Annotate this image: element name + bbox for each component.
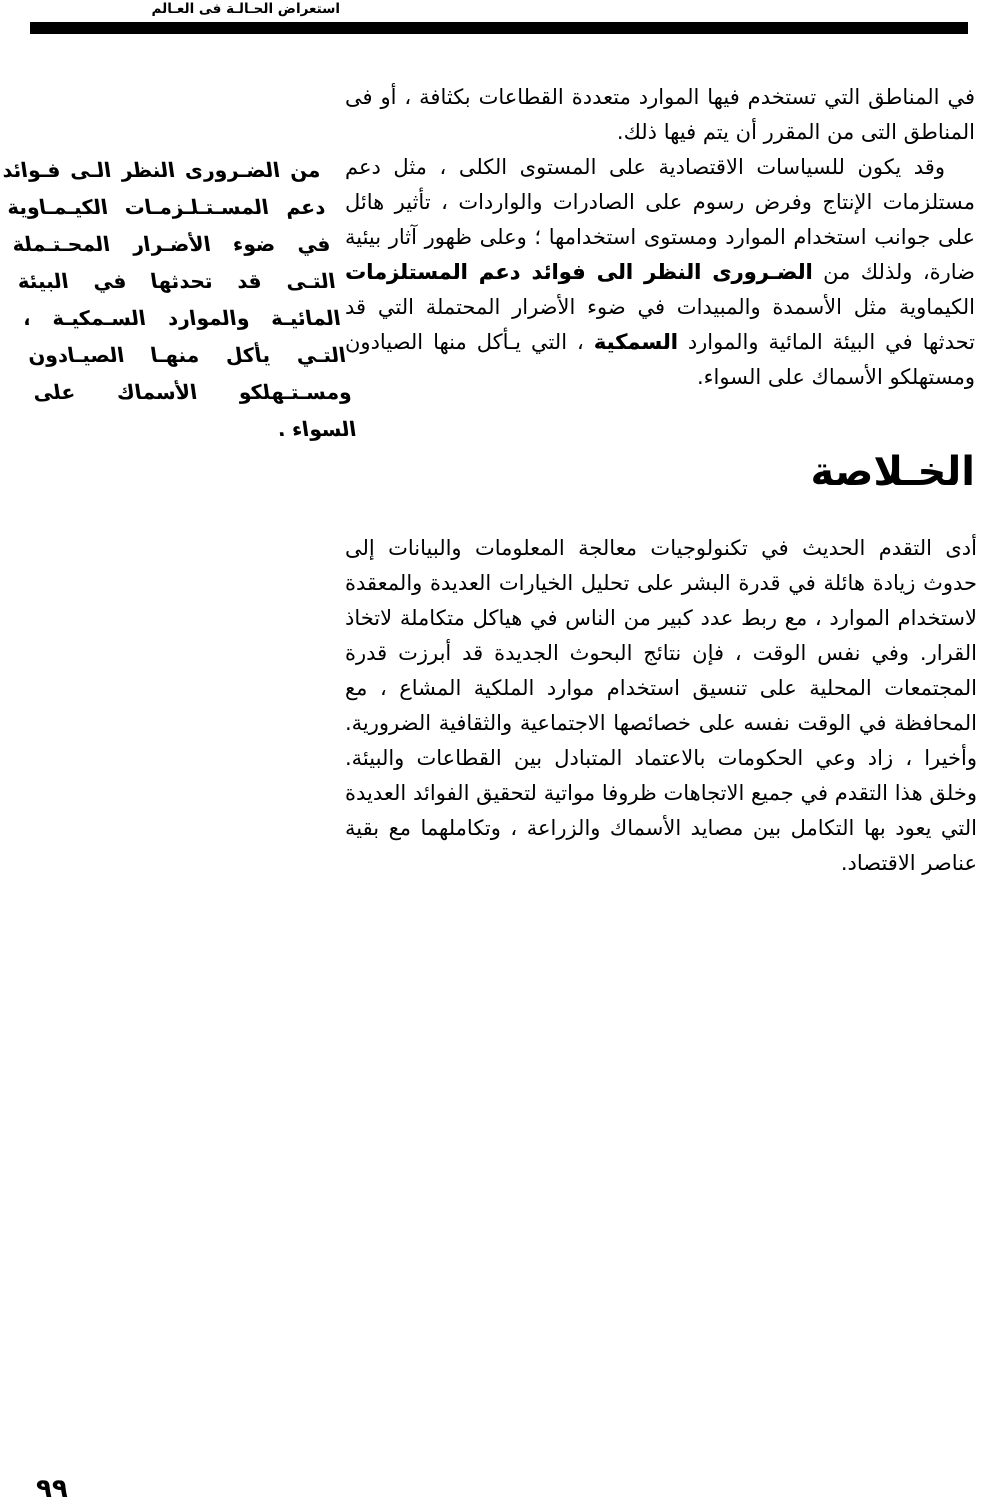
running-head: استعراض الحـالـة فى العـالم bbox=[151, 1, 340, 17]
pull-quote: من الضـرورى النظر الـى فـوائد دعم المسـتـلـزمـات الكيـمـاوية في ضوء الأضـرار المحـتـملة التـى قد تحدثها في البيئة المائيـة والموارد السـمكيـة ، التـي يأكل منهـا الصيـادون ومسـتـهلكو الأسماك على السواء . bbox=[0, 158, 358, 441]
body-paragraph-2-text: ، التي يـأكل منها الصيادون ومستهلكو الأسماك على السواء. bbox=[345, 330, 975, 389]
header-rule bbox=[30, 22, 968, 34]
body-paragraph-1: في المناطق التي تستخدم فيها الموارد متعددة القطاعات بكثافة ، أو فى المناطق التى من المقرر أن يتم فيها ذلك. bbox=[345, 85, 975, 144]
page-number: ٩٩ bbox=[36, 1474, 68, 1504]
summary-paragraph: أدى التقدم الحديث في تكنولوجيات معالجة المعلومات والبيانات إلى حدوث زيادة هائلة في قدرة البشر على تحليل الخيارات العديدة والمعقدة لاستخدام الموارد ، مع ربط عدد كبير من الناس في هياكل متكاملة لاتخاذ القرار. وفي نفس الوقت ، فإن نتائج البحوث الجديدة قد أبرزت قدرة المجتمعات المحلية على تنسيق استخدام موارد الملكية المشاع ، مع المحافظة في الوقت نفسه على خصائصها الاجتماعية والثقافية الضرورية. وأخيرا ، زاد وعي الحكومات بالاعتماد المتبادل بين القطاعات والبيئة. وخلق هذا التقدم في جميع الاتجاهات ظروفا مواتية لتحقيق الفوائد العديدة التي يعود بها التكامل بين مصايد الأسماك والزراعة ، وتكاملهما مع بقية عناصر الاقتصاد. bbox=[345, 536, 977, 875]
body-paragraph-2-text: وقد يكون للسياسات الاقتصادية على المستوى الكلى ، مثل دعم مستلزمات الإنتاج وفرض رسوم على الصادرات والواردات ، تأثير هائل على جوانب استخدام الموارد ومستوى استخدامها ؛ وعلى ظهور آثار بيئية ضارة، ولذلك من bbox=[345, 155, 975, 284]
emphasized-word: السمكية bbox=[593, 330, 678, 354]
section-heading: الخـلاصة bbox=[810, 449, 975, 495]
emphasized-phrase: الضـرورى النظر الى فوائد دعم المستلزمات bbox=[345, 260, 813, 284]
body-text-column bbox=[345, 80, 975, 395]
body-paragraph-2 bbox=[345, 150, 975, 395]
body-paragraph-2-text: الكيماوية مثل الأسمدة والمبيدات في ضوء الأضرار المحتملة التي قد تحدثها في البيئة المائية والموارد bbox=[345, 295, 975, 354]
